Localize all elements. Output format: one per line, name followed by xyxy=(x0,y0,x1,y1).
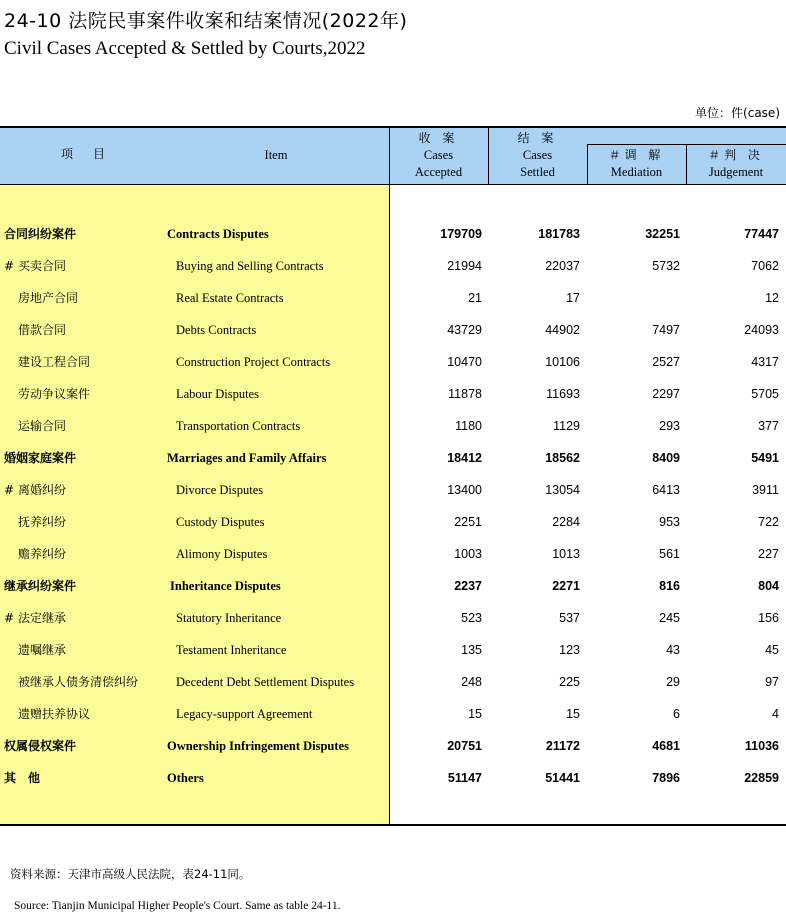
table-header-rule xyxy=(0,184,786,185)
cell-mediation: 6413 xyxy=(652,483,680,497)
row-label-en: Others xyxy=(167,771,204,785)
cell-judgement: 4317 xyxy=(751,355,779,369)
row-label-cn: 遗赠扶养协议 xyxy=(18,707,91,721)
cell-settled: 181783 xyxy=(538,227,580,241)
cell-mediation: 6 xyxy=(673,707,680,721)
cell-judgement: 11036 xyxy=(744,739,779,753)
row-label-cn: 建设工程合同 xyxy=(18,355,91,369)
row-label-en: Decedent Debt Settlement Disputes xyxy=(176,675,355,689)
table-row-ownership xyxy=(0,730,786,762)
header-accepted xyxy=(389,130,488,181)
table-row xyxy=(0,282,786,314)
header-settled xyxy=(488,130,587,181)
row-label-en: Ownership Infringement Disputes xyxy=(167,739,349,753)
cell-mediation: 43 xyxy=(666,643,680,657)
row-label-en: Legacy-support Agreement xyxy=(176,707,313,721)
cell-judgement: 156 xyxy=(758,611,779,625)
table-bottom-rule xyxy=(0,824,786,826)
header-item-cn: 项 目 xyxy=(60,147,109,161)
cell-accepted: 11878 xyxy=(448,387,482,401)
row-label-cn: 法定继承 xyxy=(18,611,67,625)
row-label-cn: 遗嘱继承 xyxy=(18,643,67,657)
table-row xyxy=(0,698,786,730)
table-row xyxy=(0,506,786,538)
cell-accepted: 18412 xyxy=(447,451,482,465)
row-label-cn: 合同纠纷案件 xyxy=(4,227,77,241)
header-judgement-en: Judgement xyxy=(708,165,764,179)
table-row xyxy=(0,410,786,442)
cell-settled: 21172 xyxy=(545,739,580,753)
cell-judgement: 804 xyxy=(758,579,779,593)
row-label-en: Labour Disputes xyxy=(176,387,259,401)
cell-settled: 15 xyxy=(566,707,580,721)
row-label-cn: 房地产合同 xyxy=(18,291,79,305)
table-row xyxy=(0,250,786,282)
header-judgement xyxy=(686,147,786,181)
cell-judgement: 7062 xyxy=(751,259,779,273)
table-row xyxy=(0,666,786,698)
header-item-en: Item xyxy=(264,148,288,162)
cell-mediation: 953 xyxy=(659,515,680,529)
header-accepted-en1: Cases xyxy=(423,148,454,162)
table-row-contracts xyxy=(0,218,786,250)
cell-accepted: 1003 xyxy=(454,547,482,561)
cell-settled: 11693 xyxy=(546,387,580,401)
table-row-marriage xyxy=(0,442,786,474)
header-settled-cn: 结 案 xyxy=(517,131,558,145)
cell-judgement: 97 xyxy=(765,675,779,689)
cell-judgement: 24093 xyxy=(744,323,779,337)
row-label-cn: 借款合同 xyxy=(18,323,67,337)
cell-settled: 2271 xyxy=(552,579,580,593)
row-label-en: Testament Inheritance xyxy=(176,643,287,657)
header-mediation xyxy=(587,147,686,181)
row-label-cn: 买卖合同 xyxy=(18,259,67,273)
cell-mediation: 2527 xyxy=(652,355,680,369)
row-label-cn: 运输合同 xyxy=(18,419,67,433)
row-label-cn: 权属侵权案件 xyxy=(4,739,77,753)
row-label-en: Construction Project Contracts xyxy=(176,355,331,369)
cell-accepted: 2251 xyxy=(454,515,482,529)
row-label-cn: 抚养纠纷 xyxy=(18,515,67,529)
cell-mediation: 5732 xyxy=(652,259,680,273)
cell-accepted: 13400 xyxy=(447,483,482,497)
row-label-cn: 被继承人债务清偿纠纷 xyxy=(18,675,139,689)
cell-settled: 18562 xyxy=(545,451,580,465)
row-hash-mark: # xyxy=(4,259,15,273)
cell-accepted: 15 xyxy=(468,707,482,721)
cell-judgement: 5705 xyxy=(751,387,779,401)
cell-judgement: 22859 xyxy=(744,771,779,785)
cell-settled: 1013 xyxy=(552,547,580,561)
cell-accepted: 10470 xyxy=(447,355,482,369)
header-accepted-cn: 收 案 xyxy=(418,131,459,145)
row-label-cn: 婚姻家庭案件 xyxy=(4,451,77,465)
cell-mediation: 2297 xyxy=(652,387,680,401)
cell-settled: 22037 xyxy=(545,259,580,273)
cell-mediation: 7896 xyxy=(652,771,680,785)
table-row xyxy=(0,314,786,346)
cell-judgement: 4 xyxy=(772,707,779,721)
cell-settled: 225 xyxy=(559,675,580,689)
cell-accepted: 179709 xyxy=(440,227,482,241)
cell-settled: 17 xyxy=(566,291,580,305)
cell-accepted: 21994 xyxy=(447,259,482,273)
cell-judgement: 3911 xyxy=(752,483,779,497)
table-row xyxy=(0,346,786,378)
table-row-inheritance xyxy=(0,570,786,602)
cell-judgement: 227 xyxy=(758,547,779,561)
header-sub-rule xyxy=(587,144,786,145)
table-top-rule xyxy=(0,126,786,128)
header-settled-en2: Settled xyxy=(520,165,555,179)
header-accepted-en2: Accepted xyxy=(414,165,463,179)
row-label-en: Transportation Contracts xyxy=(176,419,301,433)
cell-accepted: 20751 xyxy=(447,739,482,753)
cell-accepted: 135 xyxy=(461,643,482,657)
cell-accepted: 51147 xyxy=(447,771,482,785)
row-label-en: Buying and Selling Contracts xyxy=(176,259,324,273)
cell-mediation: 32251 xyxy=(645,227,680,241)
cell-judgement: 45 xyxy=(765,643,779,657)
table-row xyxy=(0,378,786,410)
cell-judgement: 5491 xyxy=(751,451,779,465)
table-row-others xyxy=(0,762,786,794)
cell-settled: 10106 xyxy=(545,355,580,369)
cell-settled: 44902 xyxy=(545,323,580,337)
cell-mediation: 8409 xyxy=(652,451,680,465)
table-row xyxy=(0,634,786,666)
header-settled-en1: Cases xyxy=(522,148,553,162)
cell-mediation: 816 xyxy=(659,579,680,593)
cell-judgement: 12 xyxy=(765,291,779,305)
cell-settled: 2284 xyxy=(552,515,580,529)
header-mediation-en: Mediation xyxy=(610,165,663,179)
cell-accepted: 43729 xyxy=(447,323,482,337)
cell-judgement: 722 xyxy=(758,515,779,529)
cell-mediation: 7497 xyxy=(652,323,680,337)
row-label-cn: 其 他 xyxy=(4,771,41,785)
row-label-en: Divorce Disputes xyxy=(176,483,264,497)
row-label-cn: 离婚纠纷 xyxy=(18,483,67,497)
row-label-en: Contracts Disputes xyxy=(167,227,269,241)
cell-mediation: 4681 xyxy=(652,739,680,753)
row-hash-mark: # xyxy=(4,611,15,625)
cell-accepted: 21 xyxy=(468,291,482,305)
row-label-en: Custody Disputes xyxy=(176,515,265,529)
cell-judgement: 77447 xyxy=(744,227,779,241)
cell-judgement: 377 xyxy=(758,419,779,433)
row-label-cn: 继承纠纷案件 xyxy=(4,579,77,593)
cell-mediation: 29 xyxy=(666,675,680,689)
row-label-en: Statutory Inheritance xyxy=(176,611,282,625)
table-row xyxy=(0,474,786,506)
row-label-en: Inheritance Disputes xyxy=(170,579,281,593)
cell-accepted: 1180 xyxy=(455,419,482,433)
source-note-en: Source: Tianjin Municipal Higher People's Court. Same as table 24-11. xyxy=(14,900,341,912)
cell-mediation: 293 xyxy=(659,419,680,433)
cell-accepted: 2237 xyxy=(454,579,482,593)
header-judgement-cn: ＃判 决 xyxy=(708,148,764,162)
cell-accepted: 248 xyxy=(461,675,482,689)
row-label-en: Marriages and Family Affairs xyxy=(167,451,327,465)
source-note-cn: 资料来源：天津市高级人民法院，表24-11同。 xyxy=(10,867,251,881)
data-table xyxy=(0,126,786,826)
table-row xyxy=(0,538,786,570)
page-title-en: Civil Cases Accepted & Settled by Courts,2022 xyxy=(4,38,366,59)
row-label-en: Debts Contracts xyxy=(176,323,257,337)
cell-accepted: 523 xyxy=(461,611,482,625)
cell-mediation: 561 xyxy=(659,547,680,561)
cell-mediation: 245 xyxy=(659,611,680,625)
cell-settled: 123 xyxy=(559,643,580,657)
cell-settled: 51441 xyxy=(545,771,580,785)
table-row xyxy=(0,602,786,634)
row-label-cn: 赡养纠纷 xyxy=(18,547,67,561)
page-title-cn: 24-10 法院民事案件收案和结案情况(2022年) xyxy=(4,10,408,32)
cell-settled: 537 xyxy=(559,611,580,625)
row-label-en: Real Estate Contracts xyxy=(176,291,284,305)
cell-settled: 13054 xyxy=(545,483,580,497)
header-mediation-cn: ＃调 解 xyxy=(608,148,665,162)
row-label-cn: 劳动争议案件 xyxy=(18,387,91,401)
row-hash-mark: # xyxy=(4,483,15,497)
unit-label: 单位：件(case) xyxy=(695,106,780,120)
row-label-en: Alimony Disputes xyxy=(176,547,268,561)
cell-settled: 1129 xyxy=(553,419,580,433)
